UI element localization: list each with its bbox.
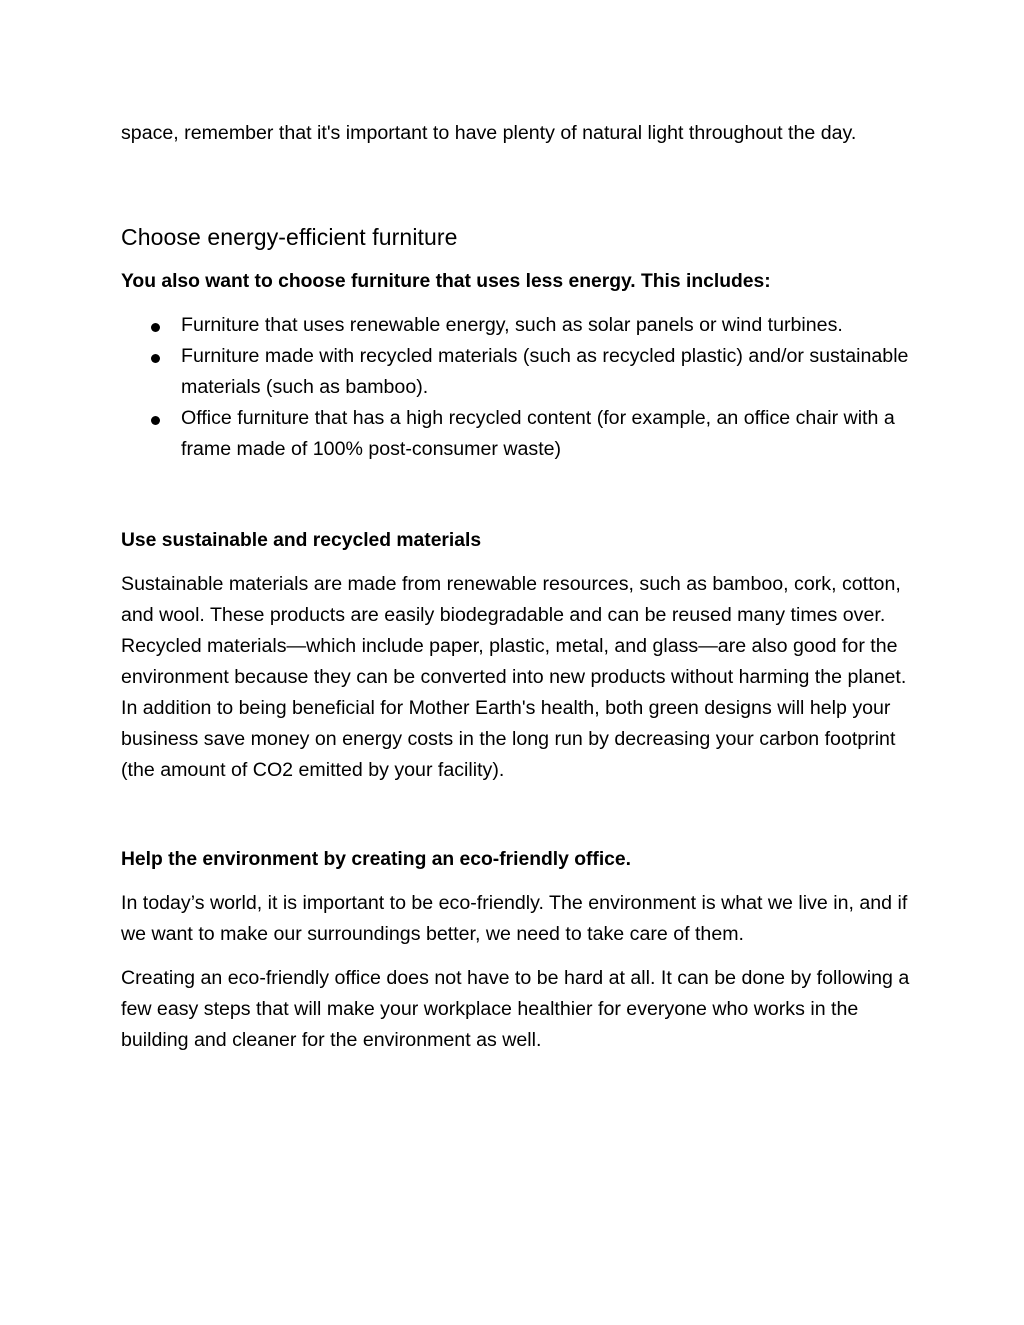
list-item-text: Office furniture that has a high recycled content (for example, an office chair with a frame made of 100% post-consumer waste)	[181, 407, 895, 460]
sustainable-materials-paragraph: Sustainable materials are made from renewable resources, such as bamboo, cork, cotton, and wool. These products are easily biodegradable and can be reused many times over. Recycled materials—which include paper, plastic, metal, and glass—are also good for the environment because they can be converted into new products without harming the planet. In addition to being beneficial for Mother Earth's health, both green designs will help your business save money on energy costs in the long run by decreasing your carbon footprint (the amount of CO2 emitted by your facility).	[121, 573, 907, 781]
bullet-icon	[151, 354, 160, 363]
section-heading-energy-efficient-furniture: Choose energy-efficient furniture	[121, 224, 458, 250]
bullet-icon	[151, 323, 160, 332]
lead-paragraph: You also want to choose furniture that uses less energy. This includes:	[121, 271, 771, 292]
furniture-bullet-list	[121, 310, 911, 465]
list-item-text: Furniture that uses renewable energy, such as solar panels or wind turbines.	[181, 314, 843, 336]
list-item	[181, 310, 911, 341]
eco-friendly-paragraph-1: In today’s world, it is important to be eco-friendly. The environment is what we live in, and if we want to make our surroundings better, we need to take care of them.	[121, 892, 908, 945]
section-heading-sustainable-materials: Use sustainable and recycled materials	[121, 530, 482, 551]
document-page	[121, 118, 911, 1056]
section-heading-eco-friendly-office: Help the environment by creating an eco-friendly office.	[121, 849, 631, 870]
list-item	[181, 341, 911, 403]
list-item	[181, 403, 911, 465]
eco-friendly-paragraph-2: Creating an eco-friendly office does not have to be hard at all. It can be done by following a few easy steps that will make your workplace healthier for everyone who works in the building and cleaner for the environment as well.	[121, 967, 910, 1051]
list-item-text: Furniture made with recycled materials (such as recycled plastic) and/or sustainable materials (such as bamboo).	[181, 345, 909, 398]
bullet-icon	[151, 416, 160, 425]
intro-paragraph: space, remember that it's important to have plenty of natural light throughout the day.	[121, 122, 857, 144]
